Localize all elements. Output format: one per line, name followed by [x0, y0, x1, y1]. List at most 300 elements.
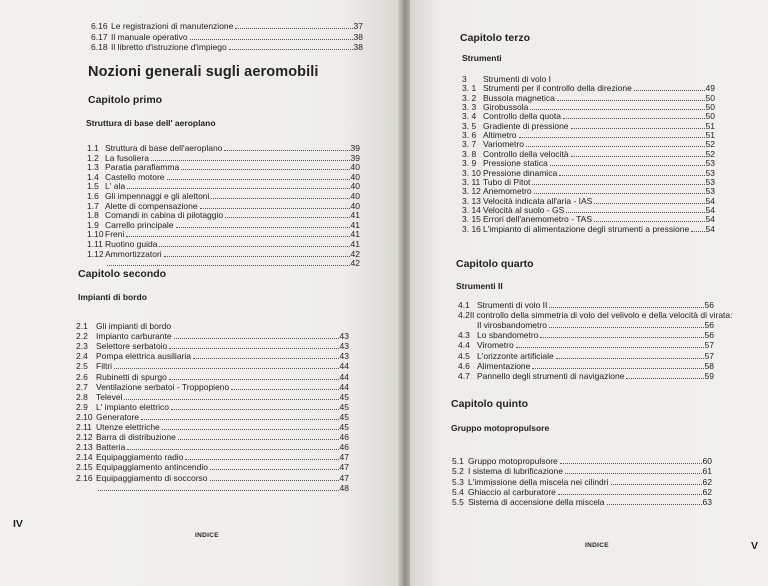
right-page [410, 0, 768, 586]
chapter-3-title: Capitolo terzo [460, 32, 530, 44]
chapter-5-title: Capitolo quinto [451, 398, 528, 410]
toc-entry-title: Strumenti per il controllo della direzione [483, 83, 632, 94]
toc-entry-number: 3. 2 [462, 92, 477, 103]
toc-entry [87, 258, 360, 268]
toc-leader-dots [530, 109, 704, 110]
toc-entry-number: 4.5 [458, 350, 470, 361]
toc-entry-page: 43 [339, 341, 349, 352]
toc-entry-number: 1.6 [87, 191, 99, 201]
toc-leader-dots [607, 504, 702, 505]
toc-entry [452, 487, 712, 497]
toc-leader-dots [550, 165, 705, 166]
page-number-right: V [751, 540, 759, 552]
toc-entry [87, 172, 360, 182]
toc-leader-dots [107, 265, 350, 266]
toc-entry-page: 54 [705, 223, 715, 234]
toc-entry-title: Gruppo motopropulsore [468, 456, 558, 466]
toc-leader-dots [571, 128, 705, 129]
toc-entry-number: 2.15 [76, 462, 93, 473]
toc-entry-title: Paratia parafiamma [105, 162, 180, 173]
toc-entry-page: 42 [350, 248, 360, 259]
chapter-4-title: Capitolo quarto [456, 258, 534, 270]
toc-entry [87, 191, 360, 201]
toc-leader-dots [563, 118, 705, 119]
toc-entry-page: 44 [339, 361, 349, 372]
toc-entry-title: L'orizzonte artificiale [477, 350, 554, 361]
toc-entry-title: Bussola magnetica [483, 92, 555, 103]
toc-leader-dots [519, 137, 705, 138]
toc-entry-title: L' ala [105, 181, 126, 192]
toc-entry-title: Controllo della velocità [483, 148, 569, 159]
toc-leader-dots [174, 338, 339, 339]
toc-entry [76, 432, 349, 442]
toc-entry-number: 2.11 [76, 422, 92, 432]
toc-entry-title: Gradiente di pressione [483, 120, 569, 131]
toc-entry-number: 3. 8 [462, 148, 477, 159]
chapter-3-subtitle: Strumenti [462, 53, 502, 63]
toc-entry-number: 2.4 [76, 351, 88, 362]
toc-entry-title: Pannello degli strumenti di navigazione [477, 370, 625, 381]
toc-entry-page: 56 [704, 300, 714, 310]
toc-entry [452, 466, 712, 476]
toc-entry [458, 320, 714, 330]
toc-leader-dots [532, 184, 704, 185]
toc-entry-number: 2.16 [76, 472, 93, 483]
toc-entry-title: Ghiaccio al carburatore [468, 486, 556, 497]
toc-entry-number: 3. 5 [462, 120, 477, 131]
toc-entry-number: 1.12 [87, 248, 104, 259]
toc-entry-page: 44 [339, 371, 349, 382]
footer-label-right: INDICE [585, 542, 609, 549]
toc-entry [462, 224, 715, 234]
toc-leader-dots [185, 459, 338, 460]
toc-leader-dots [178, 439, 339, 440]
toc-entry-title: Altimetro [483, 130, 517, 141]
toc-entry-title: Utenze elettriche [96, 422, 160, 432]
toc-leader-dots [594, 203, 704, 204]
toc-entry-page: 61 [702, 466, 712, 477]
toc-entry-title: Sistema di accensione della miscela [468, 497, 605, 508]
toc-entry-number: 2.1 [76, 321, 88, 331]
toc-entry-number: 2.3 [76, 341, 88, 352]
toc-entry-page: 43 [339, 351, 349, 362]
toc-entry [87, 229, 360, 239]
toc-entry [76, 361, 349, 371]
toc-entry-page: 63 [702, 497, 712, 508]
toc-leader-dots [549, 307, 703, 308]
toc-entry [87, 210, 360, 220]
toc-entry-number: 1.1 [87, 143, 99, 153]
toc-leader-dots [611, 484, 702, 485]
toc-leader-dots [549, 327, 704, 328]
toc-entry-page: 37 [353, 21, 363, 31]
toc-entry-page: 47 [339, 452, 349, 463]
toc-entry-title: Il controllo della simmetria di volo del velivolo e della velocità di virata: [469, 310, 733, 321]
chapter-2-subtitle: Impianti di bordo [78, 292, 147, 302]
toc-entry-page: 43 [339, 331, 349, 342]
toc-leader-dots [526, 146, 705, 147]
toc-entry-number: 3. 16 [462, 223, 481, 234]
toc-leader-dots [126, 236, 349, 237]
toc-entry-title: Velocità indicata all'aria - IAS [483, 195, 593, 206]
toc-leader-dots [200, 208, 350, 209]
toc-entry-number: 2.12 [76, 432, 93, 443]
footer-label-left: INDICE [195, 532, 219, 539]
toc-entry-number: 1.5 [87, 181, 99, 192]
toc-entry-number: 3. 12 [462, 186, 481, 197]
toc-leader-dots [691, 231, 704, 232]
toc-entry-title: L'immissione della miscela nei cilindri [468, 476, 609, 487]
toc-entry-number: 2.5 [76, 361, 88, 372]
toc-entry-title: Gli impianti di bordo [96, 321, 172, 331]
toc-entry-title: Errori dell'anemometro - TAS [483, 214, 593, 225]
toc-entry-page: 53 [705, 186, 715, 197]
toc-entry-title: Strumenti di volo II [477, 300, 548, 310]
toc-entry-title: Girobussola [483, 102, 529, 113]
toc-entry-page: 46 [339, 432, 349, 443]
toc-entry-title: Pompa elettrica ausiliaria [96, 351, 191, 362]
chapter-1-title: Capitolo primo [88, 94, 163, 106]
toc-entry-title: Controllo della quota [483, 111, 561, 122]
toc-entry-number: 1.7 [87, 200, 99, 211]
toc-entry [87, 143, 360, 153]
toc-entry [76, 442, 349, 452]
toc-entry-page: 40 [350, 181, 360, 192]
toc-entry-number: 2.6 [76, 371, 88, 382]
toc-leader-dots [634, 90, 705, 91]
toc-entry [458, 310, 733, 321]
toc-leader-dots [190, 39, 353, 40]
toc-entry-number: 3. 4 [462, 111, 477, 122]
toc-entry-page: 52 [705, 139, 715, 150]
toc-entry-title: Variometro [483, 139, 524, 150]
toc-entry-number: 3. 10 [462, 167, 481, 178]
toc-entry-number: 5.5 [452, 497, 464, 508]
toc-leader-dots [560, 463, 702, 464]
toc-entry-page: 59 [704, 370, 714, 381]
toc-entry [458, 300, 714, 310]
toc-entry-page: 42 [350, 258, 360, 269]
toc-entry [87, 201, 360, 211]
toc-leader-dots [571, 156, 705, 157]
toc-entry-page: 39 [350, 152, 360, 163]
toc-entry [91, 32, 363, 42]
toc-leader-dots [211, 198, 349, 199]
toc-entry [76, 452, 349, 462]
toc-entry-title: Castello motore [105, 171, 165, 182]
toc-leader-dots [159, 246, 349, 247]
toc-entry-title: Equipaggiamento radio [96, 452, 184, 463]
toc-entry [452, 497, 712, 507]
toc-entry [87, 181, 360, 191]
toc-leader-dots [98, 490, 339, 491]
toc-leader-dots [224, 150, 349, 151]
toc-entry-page: 51 [705, 120, 715, 131]
toc-entry-page: 57 [704, 350, 714, 361]
toc-entry-number: 4.1 [458, 300, 470, 310]
toc-entry-page: 57 [704, 340, 714, 351]
toc-entry-number: 5.4 [452, 486, 464, 497]
toc-entry-page: 50 [705, 102, 715, 113]
toc-entry-title: Lo sbandometro [477, 330, 539, 341]
toc-leader-dots [164, 256, 350, 257]
toc-entry-page: 60 [702, 456, 712, 466]
toc-entry-title: Televel [96, 391, 123, 402]
toc-entry [76, 382, 349, 392]
toc-entry-title: Filtri [96, 361, 113, 372]
toc-entry [87, 249, 360, 259]
toc-entry-page: 48 [339, 482, 349, 493]
chapter-1-subtitle: Struttura di base dell' aeroplano [86, 118, 216, 128]
toc-entry-number: 3. 15 [462, 214, 481, 225]
toc-leader-dots [558, 494, 702, 495]
toc-entry-page: 54 [705, 214, 715, 225]
toc-entry-title: Strumenti di volo I [483, 74, 552, 84]
toc-entry-number: 1.10 [87, 229, 104, 240]
toc-entry-title: Ruotino guida [105, 239, 158, 249]
toc-entry-page: 45 [339, 391, 349, 402]
toc-entry-title: Comandi in cabina di pilotaggio [105, 210, 224, 221]
toc-entry-page: 54 [705, 195, 715, 206]
toc-entry-page: 41 [350, 239, 360, 249]
toc-entry-page: 56 [704, 320, 714, 331]
toc-entry-number: 2.7 [76, 381, 88, 392]
toc-entry [452, 456, 712, 466]
toc-entry-page: 62 [702, 476, 712, 487]
toc-entry [87, 153, 360, 163]
toc-entry [458, 361, 714, 371]
toc-entry-number: 1.2 [87, 152, 99, 163]
toc-entry [76, 341, 349, 351]
toc-leader-dots [193, 358, 339, 359]
toc-entry-title: Anemometro [483, 186, 532, 197]
toc-entry-page: 56 [704, 330, 714, 341]
toc-entry-page: 40 [350, 200, 360, 211]
toc-entry-number: 3. 7 [462, 139, 477, 150]
toc-entry-title: Generatore [96, 411, 139, 422]
toc-entry-title: Ammortizzatori [105, 248, 162, 259]
toc-entry-title: Impianto carburante [96, 331, 172, 342]
main-title: Nozioni generali sugli aeromobili [88, 64, 319, 80]
toc-entry [452, 477, 712, 487]
toc-leader-dots [540, 337, 703, 338]
toc-leader-dots [229, 49, 353, 50]
toc-entry-number: 3. 11 [462, 176, 481, 187]
toc-leader-dots [565, 473, 702, 474]
toc-entry [76, 331, 349, 341]
toc-leader-dots [167, 179, 350, 180]
toc-entry-number: 4.7 [458, 370, 470, 381]
toc-entry-number: 2.10 [76, 411, 93, 422]
toc-entry-page: 39 [350, 143, 360, 153]
toc-leader-dots [171, 409, 339, 410]
toc-entry-title: Il libretto d'istruzione d'impiego [111, 42, 227, 52]
toc-entry-title: L' impianto elettrico [96, 401, 169, 412]
page-number-left: IV [13, 518, 23, 530]
toc-leader-dots [124, 399, 338, 400]
toc-leader-dots [231, 389, 338, 390]
toc-entry-number: 3. 9 [462, 158, 477, 169]
toc-leader-dots [557, 100, 705, 101]
toc-entry-page: 38 [353, 31, 363, 42]
toc-entry-page: 41 [350, 229, 360, 240]
toc-entry-page: 47 [339, 472, 349, 483]
toc-entry-title: Ventilazione serbatoi - Troppopieno [96, 381, 230, 392]
toc-entry-page: 40 [350, 171, 360, 182]
toc-entry-page: 49 [705, 83, 715, 94]
toc-entry-number: 2.8 [76, 391, 88, 402]
toc-entry-page: 50 [705, 92, 715, 103]
toc-entry-title: Batteria [96, 442, 126, 453]
toc-entry-number: 1.8 [87, 210, 99, 221]
toc-entry-page: 40 [350, 162, 360, 173]
toc-entry-number: 1.3 [87, 162, 99, 173]
toc-entry-title: Struttura di base dell'aeroplano [105, 143, 223, 153]
toc-entry-title: Tubo di Pitot [483, 176, 531, 187]
toc-entry-title: Le registrazioni di manutenzione [111, 21, 234, 31]
toc-entry-page: 53 [705, 167, 715, 178]
toc-entry [76, 462, 349, 472]
toc-entry-page: 38 [353, 42, 363, 52]
toc-entry-title: L'impianto di alimentazione degli strumenti a pressione [483, 223, 690, 234]
toc-leader-dots [566, 212, 704, 213]
toc-entry-number: 4.3 [458, 330, 470, 341]
toc-entry [458, 330, 714, 340]
toc-entry-number: 5.2 [452, 466, 464, 477]
toc-leader-dots [210, 469, 339, 470]
toc-entry-number: 4.4 [458, 340, 470, 351]
toc-entry-number: 4.6 [458, 360, 470, 371]
toc-entry-page: 53 [705, 176, 715, 187]
chapter-5-subtitle: Gruppo motopropulsore [451, 423, 550, 433]
toc-entry-title: Virometro [477, 340, 514, 351]
toc-entry [458, 340, 714, 350]
toc-entry [76, 402, 349, 412]
toc-entry-number: 2.13 [76, 442, 93, 453]
toc-entry-title: Equipaggiamento antincendio [96, 462, 209, 473]
toc-entry [458, 371, 714, 381]
toc-leader-dots [626, 378, 703, 379]
toc-entry [76, 392, 349, 402]
toc-entry-number: 5.1 [452, 456, 464, 466]
toc-entry-number: 3. 14 [462, 204, 481, 215]
toc-entry-number: 2.14 [76, 452, 93, 463]
toc-entry-title: Equipaggiamento di soccorso [96, 472, 208, 483]
toc-leader-dots [151, 160, 350, 161]
toc-entry-number: 2.2 [76, 331, 88, 342]
toc-entry [91, 21, 363, 31]
toc-entry-page: 54 [705, 204, 715, 215]
toc-entry-number: 6.17 [91, 31, 108, 42]
toc-entry [76, 372, 349, 382]
toc-entry [87, 220, 360, 230]
toc-entry-page: 45 [339, 401, 349, 412]
toc-leader-dots [176, 227, 350, 228]
chapter-4-subtitle: Strumenti II [456, 281, 503, 291]
toc-leader-dots [169, 348, 338, 349]
toc-leader-dots [181, 169, 349, 170]
toc-entry-number: 3 [462, 74, 467, 84]
toc-entry-title: Rubinetti di spurgo [96, 371, 167, 382]
toc-entry-title: Pressione statica [483, 158, 548, 169]
toc-entry-page: 50 [705, 111, 715, 122]
toc-leader-dots [210, 480, 339, 481]
toc-entry-page: 45 [339, 422, 349, 432]
toc-leader-dots [556, 358, 704, 359]
toc-leader-dots [534, 193, 705, 194]
toc-entry-number: 3. 13 [462, 195, 481, 206]
toc-entry-title: I sistema di lubrificazione [468, 466, 563, 477]
toc-entry-number: 3. 3 [462, 102, 477, 113]
toc-entry-page: 41 [350, 210, 360, 221]
toc-leader-dots [169, 379, 339, 380]
toc-entry-page: 44 [339, 381, 349, 392]
toc-entry-number: 3. 1 [462, 83, 477, 94]
toc-leader-dots [594, 221, 705, 222]
toc-entry-page: 45 [339, 411, 349, 422]
toc-leader-dots [235, 28, 352, 29]
toc-entry-number: 1.4 [87, 171, 99, 182]
chapter-2-title: Capitolo secondo [78, 268, 167, 280]
toc-entry-title: Freni [105, 229, 125, 240]
toc-entry [76, 321, 349, 331]
toc-entry-number: 5.3 [452, 476, 464, 487]
toc-entry [458, 351, 714, 361]
toc-entry-number: 1.9 [87, 219, 99, 230]
toc-entry-page: 53 [705, 158, 715, 169]
toc-leader-dots [516, 347, 704, 348]
toc-entry-page: 41 [350, 219, 360, 230]
toc-entry-title: Barra di distribuzione [96, 432, 176, 443]
toc-entry [76, 351, 349, 361]
toc-leader-dots [162, 429, 339, 430]
toc-leader-dots [127, 188, 349, 189]
toc-entry-title: Carrello principale [105, 219, 174, 230]
toc-entry-page: 58 [704, 360, 714, 371]
toc-leader-dots [127, 449, 338, 450]
toc-entry [91, 42, 363, 52]
toc-leader-dots [141, 419, 339, 420]
toc-entry-title: La fusoliera [105, 152, 149, 163]
toc-leader-dots [114, 368, 338, 369]
toc-leader-dots [225, 217, 349, 218]
toc-entry-number: 4.2 [458, 310, 470, 321]
toc-entry-number: 2.9 [76, 401, 88, 412]
toc-entry-title: Gli impennaggi e gli alettoni [105, 191, 210, 201]
toc-leader-dots [559, 175, 704, 176]
toc-entry-page: 46 [339, 442, 349, 453]
toc-entry [87, 239, 360, 249]
toc-entry-title: Alimentazione [477, 360, 531, 371]
toc-entry-title: Il manuale operativo [111, 31, 188, 42]
toc-entry-title: Selettore serbatoio [96, 341, 168, 352]
toc-entry [76, 483, 349, 493]
toc-entry-number: 6.16 [91, 21, 108, 31]
toc-entry [87, 162, 360, 172]
toc-entry-number: 3. 6 [462, 130, 477, 141]
toc-entry-number: 1.11 [87, 239, 103, 249]
toc-entry-title: Il virosbandometro [477, 320, 547, 331]
toc-entry-page: 51 [705, 130, 715, 141]
toc-entry-title: Velocità al suolo - GS [483, 204, 565, 215]
toc-entry-title: Pressione dinamica [483, 167, 558, 178]
toc-leader-dots [532, 368, 703, 369]
toc-entry-page: 52 [705, 148, 715, 159]
toc-entry [76, 422, 349, 432]
toc-entry-page: 62 [702, 486, 712, 497]
toc-entry-page: 47 [339, 462, 349, 473]
toc-entry-title: Alette di compensazione [105, 200, 198, 211]
